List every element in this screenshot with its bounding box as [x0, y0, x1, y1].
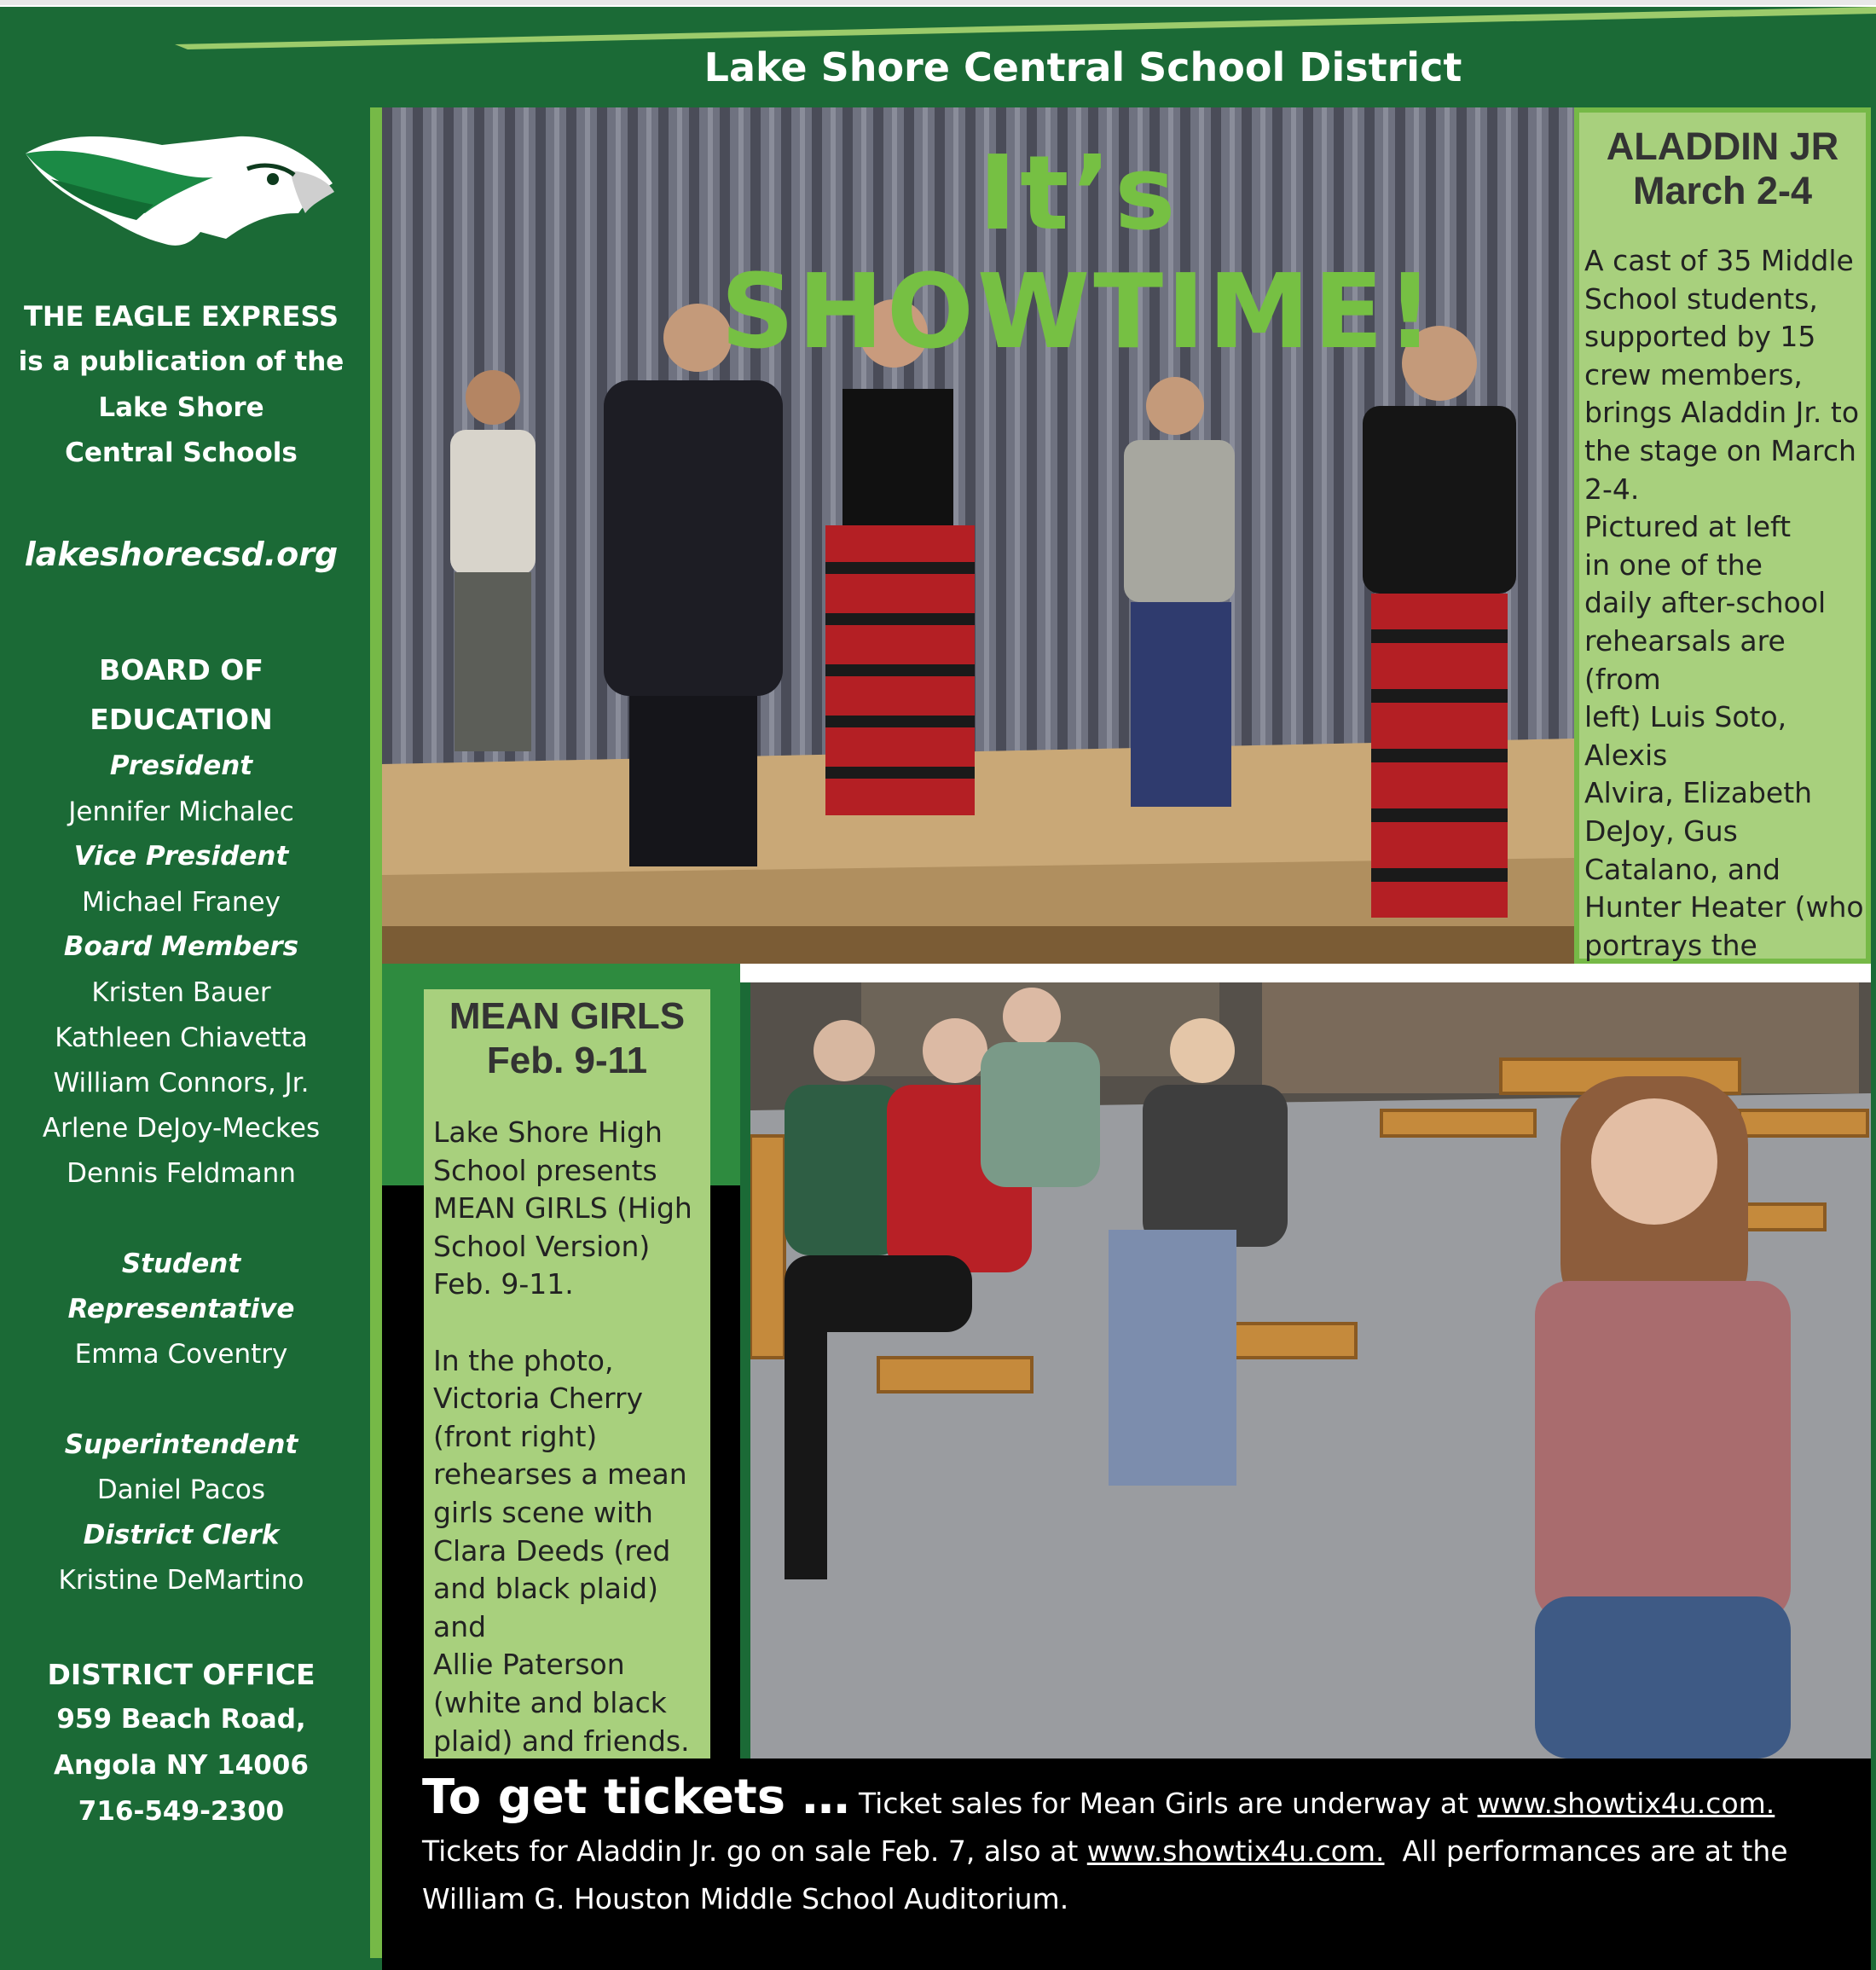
mean-girls-text-line: School presents	[433, 1153, 657, 1187]
board-member-name: William Connors, Jr.	[53, 1068, 310, 1098]
vertical-accent-bar	[370, 107, 382, 1958]
aladdin-text-line: School students,	[1584, 281, 1818, 316]
ticket-text: Tickets for Aladdin Jr. go on sale Feb. 7, also at	[422, 1834, 1087, 1868]
aladdin-title	[1579, 125, 1866, 213]
mean-girls-title-line: MEAN GIRLS	[449, 995, 686, 1037]
publication-line: Central Schools	[65, 437, 298, 468]
showtime-headline: It’s SHOWTIME!	[721, 135, 1437, 372]
mean-girls-title	[424, 994, 710, 1083]
vp-name: Michael Franey	[82, 887, 281, 918]
district-title: Lake Shore Central School District	[704, 44, 1462, 90]
aladdin-text-line: Pictured at left	[1584, 510, 1792, 544]
aladdin-text-line: 2-4.	[1584, 472, 1640, 506]
mean-girls-text-line: (front right)	[433, 1419, 598, 1453]
board-member-name: Kathleen Chiavetta	[55, 1023, 308, 1053]
district-clerk-label: District Clerk	[83, 1520, 280, 1550]
top-accent-stripe	[0, 0, 1876, 49]
performer-figure-5	[1363, 326, 1516, 918]
showtix-link[interactable]: www.showtix4u.com.	[1477, 1787, 1775, 1820]
aladdin-text-line: left) Luis Soto, Alexis	[1584, 700, 1787, 772]
board-member-name: Arlene DeJoy-Meckes	[42, 1113, 321, 1144]
aladdin-text-line: crew members,	[1584, 357, 1803, 391]
mean-girls-text-line: Lake Shore High	[433, 1115, 663, 1149]
ticket-line-3: William G. Houston Middle School Auditorium.	[422, 1882, 1069, 1915]
board-member-name: Dennis Feldmann	[67, 1158, 296, 1189]
mean-girls-date: Feb. 9-11	[486, 1040, 648, 1081]
mean-girls-rehearsal-photo	[750, 982, 1871, 1759]
office-address: 959 Beach Road,	[56, 1704, 306, 1735]
aladdin-text-line: rehearsals are (from	[1584, 623, 1786, 696]
board-members-label: Board Members	[63, 931, 299, 962]
mean-girls-text-line: (white and black	[433, 1685, 667, 1719]
office-address: Angola NY 14006	[54, 1750, 309, 1781]
mean-girls-text-line: plaid) and friends.	[433, 1724, 690, 1758]
aladdin-description	[1584, 242, 1866, 1003]
aladdin-text-line: portrays the	[1584, 928, 1757, 962]
mean-girls-text-line: MEAN GIRLS (High	[433, 1191, 692, 1225]
student-rep-name: Emma Coventry	[74, 1339, 288, 1370]
office-phone: 716-549-2300	[78, 1796, 285, 1827]
mean-girls-text-line: and black plaid) and	[433, 1572, 658, 1643]
aladdin-text-line: the stage on March	[1584, 433, 1856, 467]
president-label: President	[109, 750, 253, 781]
mean-girls-text-line: Clara Deeds (red	[433, 1533, 671, 1567]
mean-girls-text-line: Feb. 9-11.	[433, 1267, 574, 1301]
vp-label: Vice President	[73, 841, 289, 872]
superintendent-label: Superintendent	[64, 1429, 298, 1460]
mean-girls-text-line: Allie Paterson	[433, 1648, 625, 1682]
mean-girls-text-line: School Version)	[433, 1229, 651, 1263]
student-rep-label: Student	[121, 1249, 241, 1279]
aladdin-text-line: in one of the	[1584, 548, 1763, 582]
ticket-line-2	[422, 1828, 1863, 1875]
aladdin-text-line: DeJoy, Gus	[1584, 814, 1738, 848]
publication-line: is a publication of the	[18, 346, 345, 377]
aladdin-text-line: A cast of 35 Middle	[1584, 244, 1854, 277]
aladdin-text-line: Alvira, Elizabeth	[1584, 776, 1813, 810]
president-name: Jennifer Michalec	[68, 797, 294, 827]
ticket-heading: To get tickets …	[422, 1770, 850, 1825]
publication-name: THE EAGLE EXPRESS	[23, 300, 339, 333]
aladdin-text-line: brings Aladdin Jr. to	[1584, 396, 1860, 430]
website-link[interactable]: lakeshorecsd.org	[24, 536, 339, 573]
aladdin-title-line: ALADDIN JR	[1606, 125, 1839, 168]
board-heading: BOARD OF	[99, 653, 263, 687]
superintendent-name: Daniel Pacos	[96, 1475, 266, 1505]
board-heading: EDUCATION	[90, 703, 273, 736]
student-rep-label: Representative	[67, 1294, 295, 1324]
aladdin-text-line: supported by 15	[1584, 320, 1816, 354]
aladdin-text-line: Hunter Heater (who	[1584, 890, 1864, 924]
mean-girls-text-line: girls scene with	[433, 1495, 653, 1529]
ticket-info-text	[422, 1770, 1863, 1923]
ticket-text: Ticket sales for Mean Girls are underway at	[849, 1787, 1478, 1820]
showtix-link[interactable]: www.showtix4u.com.	[1086, 1834, 1385, 1868]
ticket-text: All performances are at the	[1384, 1834, 1788, 1868]
aladdin-text-line: Catalano, and	[1584, 852, 1780, 886]
mean-girls-text-line: In the photo,	[433, 1343, 614, 1377]
performer-figure-4	[1124, 377, 1235, 807]
sidebar	[0, 111, 362, 1970]
mean-girls-text-line: Victoria Cherry	[433, 1382, 644, 1416]
board-member-name: Kristen Bauer	[91, 977, 271, 1008]
paragraph-spacer	[433, 1304, 706, 1342]
district-clerk-name: Kristine DeMartino	[58, 1565, 304, 1596]
eagle-logo-icon	[17, 119, 341, 247]
mean-girls-text-line: rehearses a mean	[433, 1457, 687, 1492]
publication-line: Lake Shore	[98, 392, 264, 423]
district-office-heading: DISTRICT OFFICE	[47, 1658, 316, 1691]
performer-figure-2	[604, 304, 783, 866]
ticket-line-1	[422, 1770, 1863, 1828]
mean-girls-description	[433, 1114, 706, 1760]
aladdin-text-line: daily after-school	[1584, 586, 1827, 620]
aladdin-date: March 2-4	[1632, 169, 1813, 212]
